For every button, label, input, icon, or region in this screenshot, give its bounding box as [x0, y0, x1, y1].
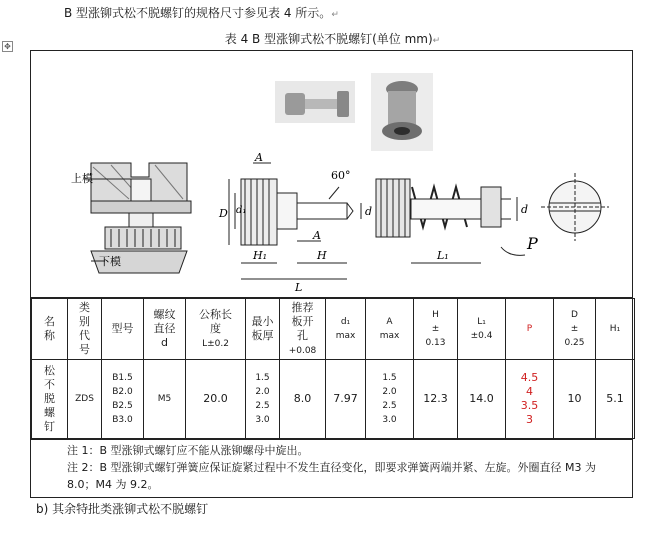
dim-L: L — [295, 281, 303, 294]
header-h1: H₁ — [596, 299, 635, 360]
header-name: 名 称 — [32, 299, 68, 360]
header-D: D ± 0.25 — [554, 299, 596, 360]
header-min-thickness: 最小 板厚 — [246, 299, 280, 360]
cell-h: 12.3 — [414, 360, 458, 439]
header-l1: L₁ ±0.4 — [458, 299, 506, 360]
cell-l1: 14.0 — [458, 360, 506, 439]
lower-die-label: 下模 — [99, 255, 121, 268]
dim-d-right: d — [521, 203, 529, 216]
cell-code: ZDS — [68, 360, 102, 439]
screw-drawing — [31, 51, 631, 295]
dim-d-side: d — [365, 205, 373, 218]
cell-length: 20.0 — [186, 360, 246, 439]
dim-L1: L₁ — [437, 249, 449, 262]
dim-H1: H₁ — [253, 249, 268, 262]
cell-name: 松 不 脱 螺 钉 — [32, 360, 68, 439]
dim-H: H — [317, 249, 327, 262]
cell-thread: M5 — [144, 360, 186, 439]
dim-angle: 60° — [331, 169, 351, 182]
photo-screw-top — [371, 73, 433, 151]
cell-models: B1.5 B2.0 B2.5 B3.0 — [102, 360, 144, 439]
dim-P: P — [527, 234, 538, 253]
spec-grid — [31, 298, 635, 439]
dim-a-top: A — [255, 151, 263, 164]
cell-D: 10 — [554, 360, 596, 439]
header-length: 公称长 度 L±0.2 — [186, 299, 246, 360]
dim-A: A — [313, 229, 321, 242]
cell-d1: 7.97 — [326, 360, 366, 439]
header-hole: 推荐 板开 孔 +0.08 — [280, 299, 326, 360]
note-2: 注 2：B 型涨铆式螺钉弹簧应保证旋紧过程中不发生直径变化，即要求弹簧两端并紧、左旋。外圈直径 M3 为 8.0；M4 为 9.2。 — [67, 461, 597, 491]
table-row — [32, 360, 635, 439]
header-code: 类 别 代 号 — [68, 299, 102, 360]
cell-a-max: 1.5 2.0 2.5 3.0 — [366, 360, 414, 439]
figure-panel — [31, 51, 632, 298]
cell-min-thickness: 1.5 2.0 2.5 3.0 — [246, 360, 280, 439]
table-notes — [31, 439, 632, 497]
cell-h1: 5.1 — [596, 360, 635, 439]
spec-table — [30, 50, 633, 498]
dim-D: D — [219, 207, 228, 220]
cell-hole: 8.0 — [280, 360, 326, 439]
header-model: 型号 — [102, 299, 144, 360]
section-heading: b) 其余特批类涨铆式松不脱螺钉 — [36, 502, 209, 516]
upper-die-label: 上模 — [71, 172, 93, 185]
intro-text: B 型涨铆式松不脱螺钉的规格尺寸参见表 4 所示。↵ — [64, 6, 339, 20]
header-thread: 螺纹 直径 d — [144, 299, 186, 360]
spring-assembly — [376, 179, 525, 263]
note-1: 注 1：B 型涨铆式螺钉应不能从涨铆螺母中旋出。 — [67, 444, 309, 457]
table-caption: 表 4 B 型涨铆式松不脱螺钉(单位 mm)↵ — [224, 32, 441, 46]
header-a-max: A max — [366, 299, 414, 360]
table-anchor-icon[interactable]: ✥ — [2, 41, 13, 52]
dim-d1-side: d₁ — [236, 205, 247, 216]
photo-screw-side — [275, 81, 355, 123]
header-p: P — [506, 299, 554, 360]
cell-p: 4.5 4 3.5 3 — [506, 360, 554, 439]
header-row — [32, 299, 635, 360]
header-h: H ± 0.13 — [414, 299, 458, 360]
header-d1: d₁ max — [326, 299, 366, 360]
end-view — [541, 173, 609, 241]
